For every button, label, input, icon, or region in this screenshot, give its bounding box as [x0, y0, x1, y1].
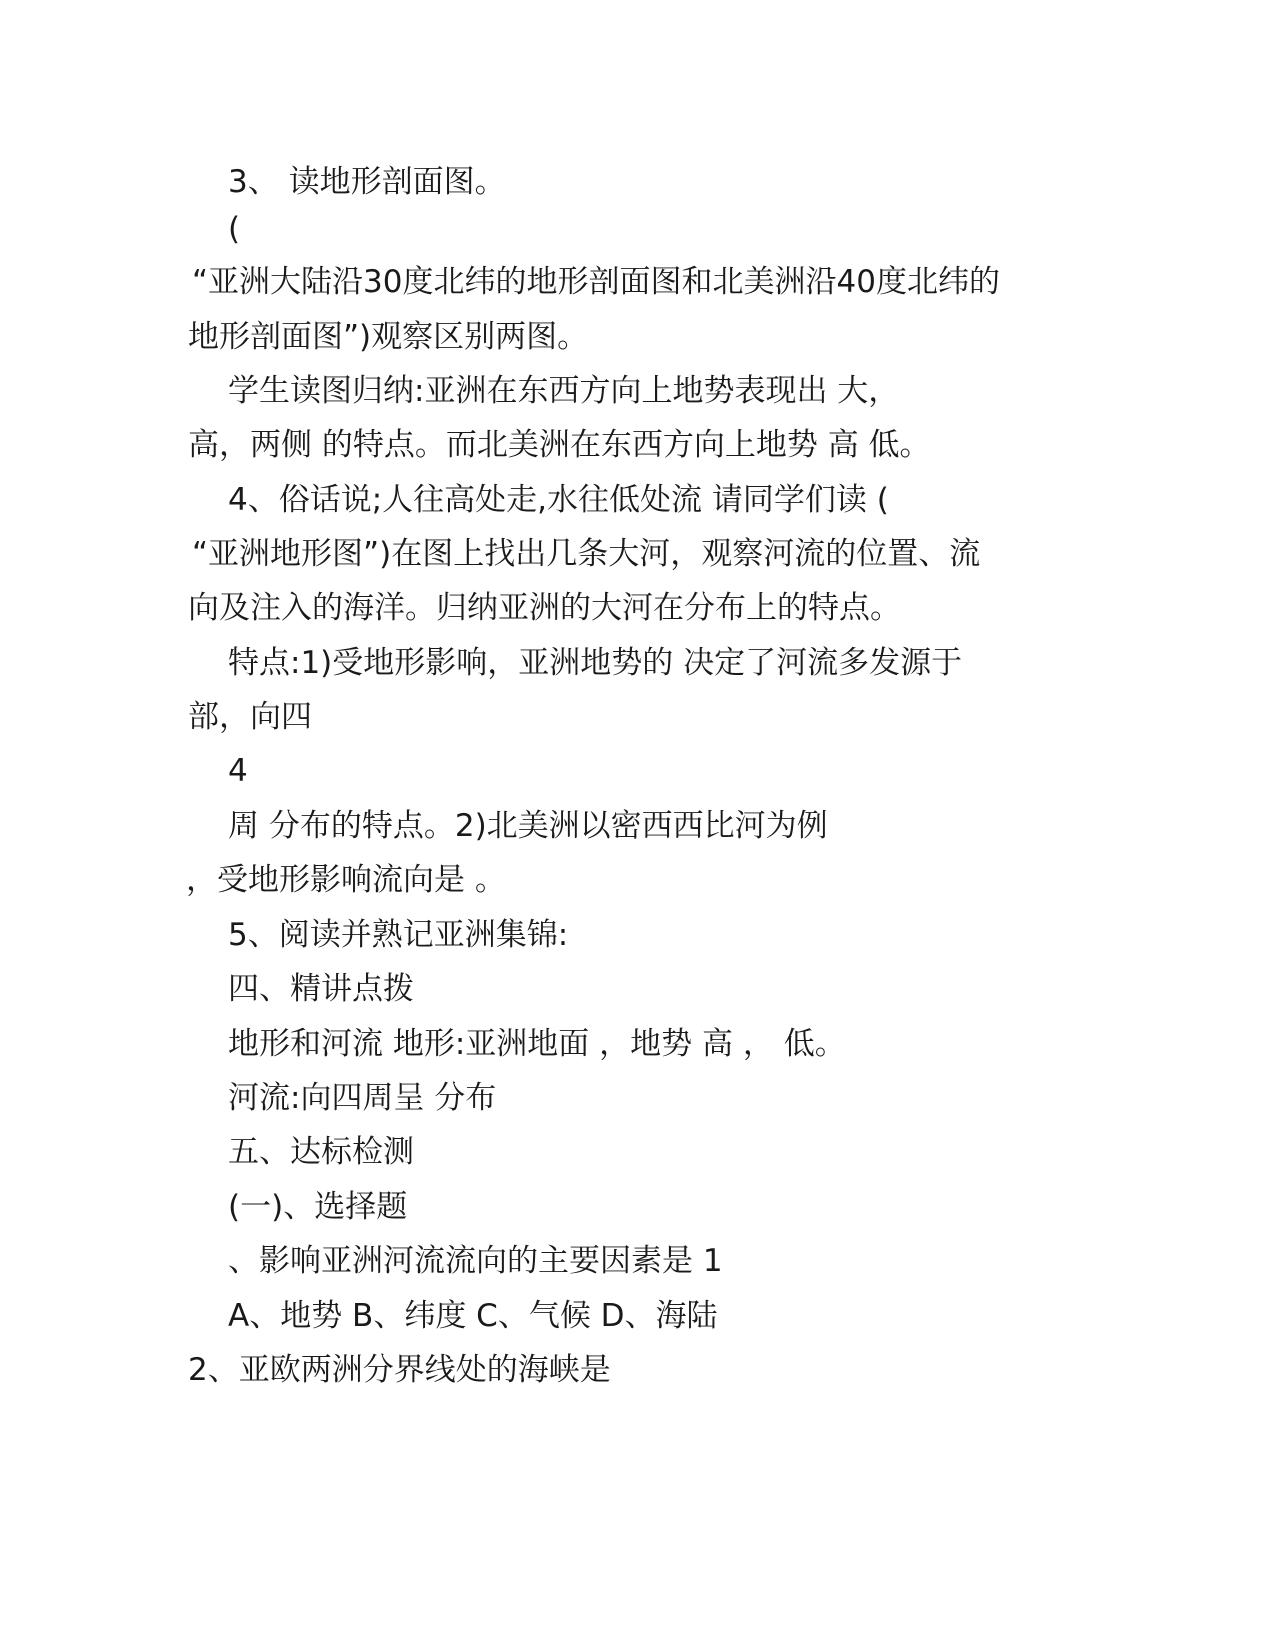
- text-line-10: 特点:1)受地形影响，亚洲地势的 决定了河流多发源于: [228, 645, 963, 681]
- text-line-7: 4、俗话说;人往高处走,水往低处流 请同学们读 (: [228, 482, 889, 518]
- text-line-20: (一)、选择题: [228, 1189, 408, 1225]
- text-line-16: 四、精讲点拨: [228, 971, 414, 1007]
- text-line-18: 河流:向四周呈 分布: [228, 1080, 497, 1116]
- text-line-14: ，受地形影响流向是 。: [186, 862, 506, 898]
- text-line-17: 地形和河流 地形:亚洲地面 ，地势 高 ， 低。: [228, 1026, 846, 1062]
- text-line-3: “亚洲大陆沿30度北纬的地形剖面图和北美洲沿40度北纬的: [192, 264, 1000, 300]
- text-line-1: 3、 读地形剖面图。: [228, 164, 506, 200]
- text-line-13: 周 分布的特点。2)北美洲以密西西比河为例: [228, 808, 828, 844]
- text-line-2: (: [228, 211, 241, 247]
- text-line-8: “亚洲地形图”)在图上找出几条大河，观察河流的位置、流: [192, 536, 981, 572]
- text-line-23: 2、亚欧两洲分界线处的海峡是: [188, 1352, 611, 1388]
- text-line-21: 、影响亚洲河流流向的主要因素是 1: [228, 1243, 723, 1279]
- text-line-22: A、地势 B、纬度 C、气候 D、海陆: [228, 1298, 718, 1334]
- text-line-11: 部，向四: [188, 699, 312, 735]
- text-line-19: 五、达标检测: [228, 1134, 414, 1170]
- text-line-12: 4: [228, 753, 248, 789]
- text-line-9: 向及注入的海洋。归纳亚洲的大河在分布上的特点。: [188, 590, 901, 626]
- text-line-4: 地形剖面图”)观察区别两图。: [188, 319, 589, 355]
- text-line-5: 学生读图归纳:亚洲在东西方向上地势表现出 大，: [228, 373, 900, 409]
- text-line-6: 高，两侧 的特点。而北美洲在东西方向上地势 高 低。: [188, 427, 931, 463]
- text-line-15: 5、阅读并熟记亚洲集锦:: [228, 917, 569, 953]
